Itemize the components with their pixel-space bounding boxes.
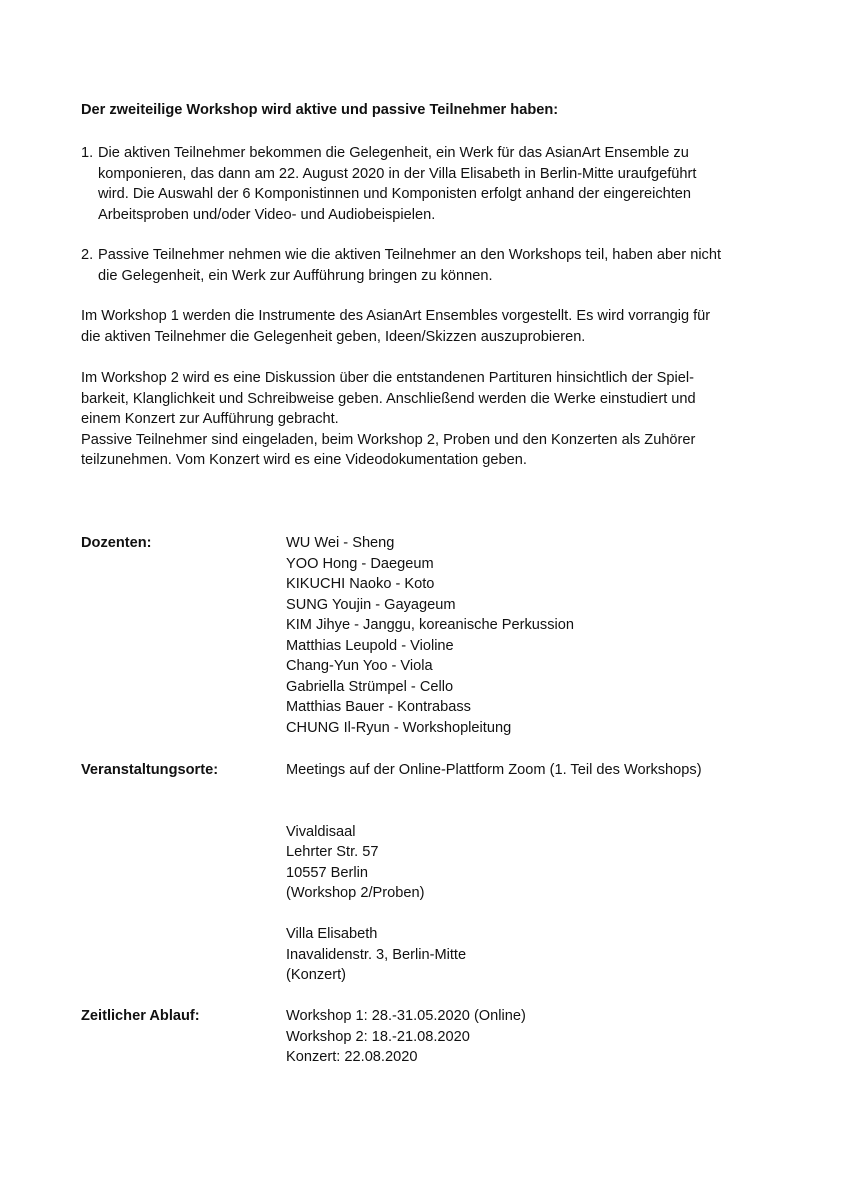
orte-list xyxy=(286,760,702,986)
orte-label: Veranstaltungsorte: xyxy=(81,762,219,778)
online-venue: Meetings auf der Online-Plattform Zoom (1. Teil des Workshops) xyxy=(286,762,702,778)
venue-line: Lehrter Str. 57 xyxy=(286,844,379,860)
schedule-item: Workshop 2: 18.-21.08.2020 xyxy=(286,1028,470,1045)
dozent-item: Matthias Leupold - Violine xyxy=(286,637,454,654)
text-line: Die aktiven Teilnehmer bekommen die Gelegenheit, ein Werk für das AsianArt Ensemble zu xyxy=(98,145,689,161)
dozenten-label: Dozenten: xyxy=(81,535,152,551)
list-number: 2. xyxy=(81,247,94,263)
dozent-item: CHUNG Il-Ryun - Workshopleitung xyxy=(286,719,512,736)
text-line: Im Workshop 2 wird es eine Diskussion über die entstandenen Partituren hinsichtlich der Spiel- xyxy=(81,370,694,386)
text-line: die Gelegenheit, ein Werk zur Aufführung bringen zu können. xyxy=(98,267,493,284)
section-heading: Der zweiteilige Workshop wird aktive und passive Teilnehmer haben: xyxy=(81,102,559,118)
venue-line: (Workshop 2/Proben) xyxy=(286,885,425,901)
dozenten-list xyxy=(286,533,574,738)
dozent-item: Gabriella Strümpel - Cello xyxy=(286,678,454,695)
text-line: Passive Teilnehmer nehmen wie die aktiven Teilnehmer an den Workshops teil, haben aber nicht xyxy=(98,247,722,263)
list-item-1 xyxy=(81,143,771,225)
dozent-item: YOO Hong - Daegeum xyxy=(286,555,434,572)
ablauf-label: Zeitlicher Ablauf: xyxy=(81,1008,200,1024)
text-line: Passive Teilnehmer sind eingeladen, beim Workshop 2, Proben und den Konzerten als Zuhörer xyxy=(81,431,696,448)
list-text xyxy=(98,245,771,286)
text-line: wird. Die Auswahl der 6 Komponistinnen und Komponisten erfolgt anhand der eingereichten xyxy=(98,186,692,202)
list-number: 1. xyxy=(81,145,94,161)
dozent-item: WU Wei - Sheng xyxy=(286,535,395,551)
dozent-item: Chang-Yun Yoo - Viola xyxy=(286,658,433,674)
text-line: Arbeitsproben und/oder Video- und Audiobeispielen. xyxy=(98,206,436,223)
schedule-item: Workshop 1: 28.-31.05.2020 (Online) xyxy=(286,1008,526,1024)
text-line: barkeit, Klanglichkeit und Schreibweise geben. Anschließend werden die Werke einstudiert und xyxy=(81,390,696,407)
text-line: Im Workshop 1 werden die Instrumente des AsianArt Ensembles vorgestellt. Es wird vorrangig für xyxy=(81,308,711,324)
text-line: komponieren, das dann am 22. August 2020 in der Villa Elisabeth in Berlin-Mitte uraufgeführt xyxy=(98,165,697,182)
text-line: teilzunehmen. Vom Konzert wird es eine Videodokumentation geben. xyxy=(81,452,527,468)
dozent-item: KIKUCHI Naoko - Koto xyxy=(286,576,435,592)
workshop2-paragraph xyxy=(81,368,771,471)
list-item-2 xyxy=(81,245,771,286)
text-line: die aktiven Teilnehmer die Gelegenheit geben, Ideen/Skizzen auszuprobieren. xyxy=(81,328,586,345)
dozent-item: SUNG Youjin - Gayageum xyxy=(286,596,456,613)
venue-line: 10557 Berlin xyxy=(286,864,368,881)
schedule-item: Konzert: 22.08.2020 xyxy=(286,1049,418,1065)
venue-line: Villa Elisabeth xyxy=(286,926,378,942)
list-text xyxy=(98,143,771,225)
workshop1-paragraph xyxy=(81,306,771,347)
venue-line: (Konzert) xyxy=(286,967,347,983)
dozent-item: KIM Jihye - Janggu, koreanische Perkussion xyxy=(286,617,574,633)
ablauf-list xyxy=(286,1006,526,1068)
venue-line: Inavalidenstr. 3, Berlin-Mitte xyxy=(286,946,467,963)
text-line: einem Konzert zur Aufführung gebracht. xyxy=(81,411,339,427)
dozent-item: Matthias Bauer - Kontrabass xyxy=(286,699,471,715)
venue-line: Vivaldisaal xyxy=(286,823,356,840)
